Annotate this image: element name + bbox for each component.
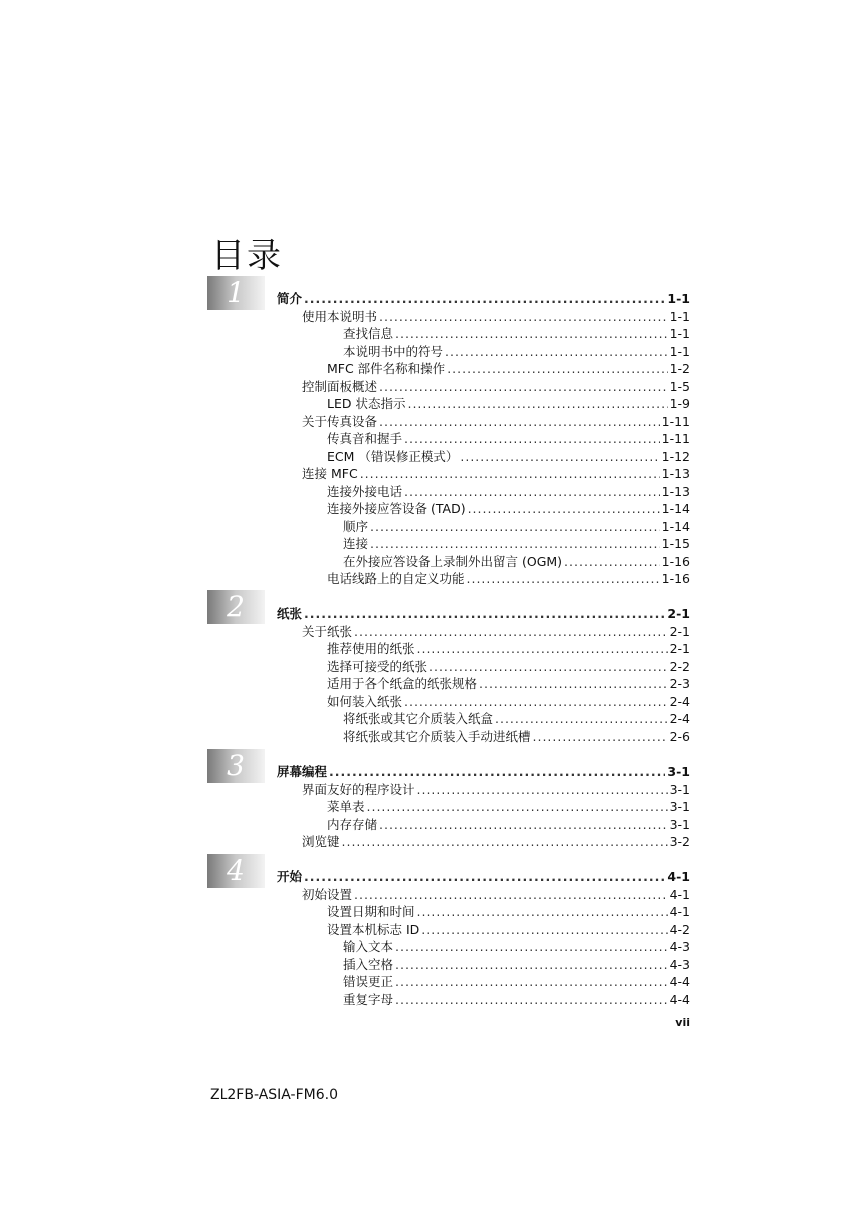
dot-leader	[395, 992, 668, 1007]
page-title: 目录	[211, 236, 283, 276]
toc-entry-title: 简介	[277, 291, 303, 306]
dot-leader	[304, 291, 665, 306]
chapter-number: 4	[227, 854, 245, 887]
toc-entry[interactable]	[343, 972, 690, 990]
toc-entry-title: 选择可接受的纸张	[327, 658, 428, 674]
toc-entry-title: LED 状态指示	[327, 396, 406, 411]
toc-entry-title: 开始	[277, 869, 303, 884]
toc-entry[interactable]	[343, 534, 690, 552]
toc-entry-title: 菜单表	[327, 799, 365, 814]
toc-entry-page: 3-1	[667, 764, 690, 779]
toc-entry-page: 3-1	[669, 799, 690, 814]
dot-leader	[379, 379, 668, 394]
chapter-number: 2	[227, 590, 245, 623]
toc-entry-title: 使用本说明书	[302, 308, 378, 324]
toc-entry[interactable]	[302, 780, 690, 798]
toc-entry-title: 连接外接电话	[327, 483, 403, 499]
toc-chapter-entry[interactable]	[277, 289, 690, 307]
toc-entry-page: 1-16	[661, 571, 690, 586]
toc-chapter-entry[interactable]	[277, 762, 690, 780]
dot-leader	[379, 817, 668, 832]
toc-entry-title: 将纸张或其它介质装入手动进纸槽	[343, 728, 531, 744]
dot-leader	[367, 799, 668, 814]
toc-entry[interactable]	[327, 394, 690, 412]
toc-entry-title: 设置本机标志 ID	[327, 921, 420, 937]
toc-entry-title: 内存存储	[327, 816, 378, 832]
toc-entry-title: 浏览键	[302, 834, 340, 849]
toc-entry-title: 本说明书中的符号	[343, 343, 444, 359]
chapter-tab	[207, 749, 265, 783]
dot-leader	[354, 624, 668, 639]
toc-entry-page: 1-16	[661, 553, 690, 569]
toc-entry-page: 4-1	[667, 869, 690, 884]
toc-entry-page: 1-14	[661, 518, 690, 534]
dot-leader	[354, 887, 668, 902]
dot-leader	[468, 501, 660, 516]
toc-entry[interactable]	[302, 377, 690, 395]
toc-entry-page: 1-11	[661, 413, 690, 429]
toc-entry-page: 2-4	[669, 693, 690, 709]
dot-leader	[407, 396, 667, 411]
toc-entry-title: 界面友好的程序设计	[302, 781, 415, 797]
toc-entry-page: 3-2	[669, 834, 690, 849]
dot-leader	[495, 711, 668, 726]
toc-entry-title: 连接 MFC	[302, 466, 358, 481]
dot-leader	[421, 922, 667, 937]
toc-entry-page: 2-4	[669, 711, 690, 726]
toc-entry-title: 控制面板概述	[302, 378, 378, 394]
dot-leader	[460, 449, 659, 464]
toc-entry[interactable]	[327, 692, 690, 710]
dot-leader	[417, 641, 668, 656]
toc-entry[interactable]	[327, 359, 690, 377]
toc-entry[interactable]	[327, 815, 690, 833]
dot-leader	[370, 519, 660, 534]
toc-entry-title: 电话线路上的自定义功能	[327, 571, 465, 586]
toc-entry-title: 连接外接应答设备 (TAD)	[327, 501, 466, 516]
toc-entry[interactable]	[343, 727, 690, 745]
toc-entry[interactable]	[327, 674, 690, 692]
toc-entry-page: 4-4	[669, 974, 690, 989]
toc-entry[interactable]	[302, 832, 690, 850]
dot-leader	[404, 431, 660, 446]
toc-entry-page: 4-4	[669, 991, 690, 1007]
document-id: ZL2FB-ASIA-FM6.0	[210, 1087, 339, 1103]
dot-leader	[447, 361, 667, 376]
dot-leader	[360, 466, 660, 481]
dot-leader	[304, 869, 665, 884]
toc-entry-page: 2-1	[669, 641, 690, 656]
toc-entry[interactable]	[343, 552, 690, 570]
toc-entry-page: 1-15	[661, 536, 690, 551]
toc-entry[interactable]	[302, 622, 690, 640]
toc-entry-title: 初始设置	[302, 886, 353, 902]
toc-entry-title: 传真音和握手	[327, 431, 403, 446]
toc-entry-page: 1-12	[661, 448, 690, 464]
toc-entry-page: 1-14	[661, 501, 690, 516]
toc-entry[interactable]	[302, 307, 690, 325]
toc-entry-title: 错误更正	[343, 974, 394, 989]
toc-entry[interactable]	[327, 797, 690, 815]
toc-entry[interactable]	[343, 937, 690, 955]
toc-entry[interactable]	[302, 885, 690, 903]
toc-entry-page: 2-2	[669, 658, 690, 674]
toc-entry-title: 查找信息	[343, 326, 394, 341]
dot-leader	[479, 676, 668, 691]
dot-leader	[395, 326, 668, 341]
page-number: vii	[675, 1016, 690, 1029]
toc-entry[interactable]	[327, 569, 690, 587]
dot-leader	[417, 782, 668, 797]
toc-entry[interactable]	[343, 955, 690, 973]
toc-entry-title: 关于纸张	[302, 623, 353, 639]
toc-entry-page: 1-13	[661, 466, 690, 481]
toc-entry[interactable]	[327, 499, 690, 517]
toc-entry-page: 1-5	[669, 378, 690, 394]
chapter-tab	[207, 276, 265, 310]
toc-entry[interactable]	[327, 482, 690, 500]
toc-entry-title: 顺序	[343, 518, 369, 534]
toc-entry[interactable]	[327, 447, 690, 465]
toc-entry-page: 1-1	[669, 343, 690, 359]
toc-entry-page: 1-2	[669, 361, 690, 376]
toc-entry-page: 4-3	[669, 956, 690, 972]
dot-leader	[467, 571, 660, 586]
chapter-number: 3	[227, 749, 245, 782]
dot-leader	[329, 764, 665, 779]
toc-entry-title: 推荐使用的纸张	[327, 641, 415, 656]
toc-entry-title: 适用于各个纸盒的纸张规格	[327, 676, 478, 691]
toc-entry-title: 如何装入纸张	[327, 693, 403, 709]
toc-entry-title: 将纸张或其它介质装入纸盒	[343, 711, 494, 726]
toc-entry[interactable]	[343, 990, 690, 1008]
toc-entry-page: 1-1	[669, 308, 690, 324]
dot-leader	[342, 834, 668, 849]
toc-entry[interactable]	[343, 517, 690, 535]
dot-leader	[417, 904, 668, 919]
toc-entry[interactable]	[343, 324, 690, 342]
toc-chapter-entry[interactable]	[277, 867, 690, 885]
dot-leader	[533, 729, 668, 744]
toc-entry-page: 4-3	[669, 939, 690, 954]
toc-entry[interactable]	[343, 709, 690, 727]
toc-entry-page: 1-11	[661, 431, 690, 446]
toc-entry-title: ECM （错误修正模式）	[327, 448, 459, 464]
dot-leader	[395, 939, 668, 954]
toc-entry-page: 3-1	[669, 781, 690, 797]
toc-entry-page: 2-1	[669, 623, 690, 639]
toc-entry-title: 屏幕编程	[277, 764, 328, 779]
toc-entry-title: 重复字母	[343, 991, 394, 1007]
chapter-number: 1	[227, 276, 245, 309]
toc-entry-page: 3-1	[669, 816, 690, 832]
dot-leader	[404, 694, 668, 709]
toc-entry-title: 连接	[343, 536, 369, 551]
chapter-tab	[207, 590, 265, 624]
toc-entry-title: 输入文本	[343, 939, 394, 954]
dot-leader	[304, 606, 665, 621]
dot-leader	[379, 414, 660, 429]
toc-entry-page: 2-1	[667, 606, 690, 621]
toc-entry[interactable]	[302, 412, 690, 430]
toc-entry-title: 纸张	[277, 606, 303, 621]
toc-entry-title: 在外接应答设备上录制外出留言 (OGM)	[343, 553, 563, 569]
dot-leader	[379, 309, 668, 324]
toc-entry-page: 4-1	[669, 886, 690, 902]
toc-entry-page: 4-1	[669, 904, 690, 919]
toc-entry-page: 2-6	[669, 728, 690, 744]
toc-entry[interactable]	[327, 429, 690, 447]
dot-leader	[429, 659, 668, 674]
dot-leader	[564, 554, 660, 569]
toc-entry-page: 1-1	[669, 326, 690, 341]
toc-entry[interactable]	[327, 902, 690, 920]
dot-leader	[395, 974, 668, 989]
toc-entry-page: 1-1	[667, 291, 690, 306]
dot-leader	[370, 536, 660, 551]
toc-entry[interactable]	[327, 639, 690, 657]
toc-entry-page: 1-9	[669, 396, 690, 411]
toc-entry[interactable]	[327, 920, 690, 938]
dot-leader	[445, 344, 668, 359]
toc-entry-page: 2-3	[669, 676, 690, 691]
toc-entry[interactable]	[302, 464, 690, 482]
toc-entry-page: 1-13	[661, 483, 690, 499]
toc-entry-title: MFC 部件名称和操作	[327, 361, 446, 376]
toc-chapter-entry[interactable]	[277, 604, 690, 622]
toc-entry-title: 插入空格	[343, 956, 394, 972]
toc-entry[interactable]	[327, 657, 690, 675]
chapter-tab	[207, 854, 265, 888]
dot-leader	[404, 484, 660, 499]
toc-entry-page: 4-2	[669, 921, 690, 937]
dot-leader	[395, 957, 668, 972]
toc-entry[interactable]	[343, 342, 690, 360]
toc-entry-title: 设置日期和时间	[327, 904, 415, 919]
toc-entry-title: 关于传真设备	[302, 413, 378, 429]
